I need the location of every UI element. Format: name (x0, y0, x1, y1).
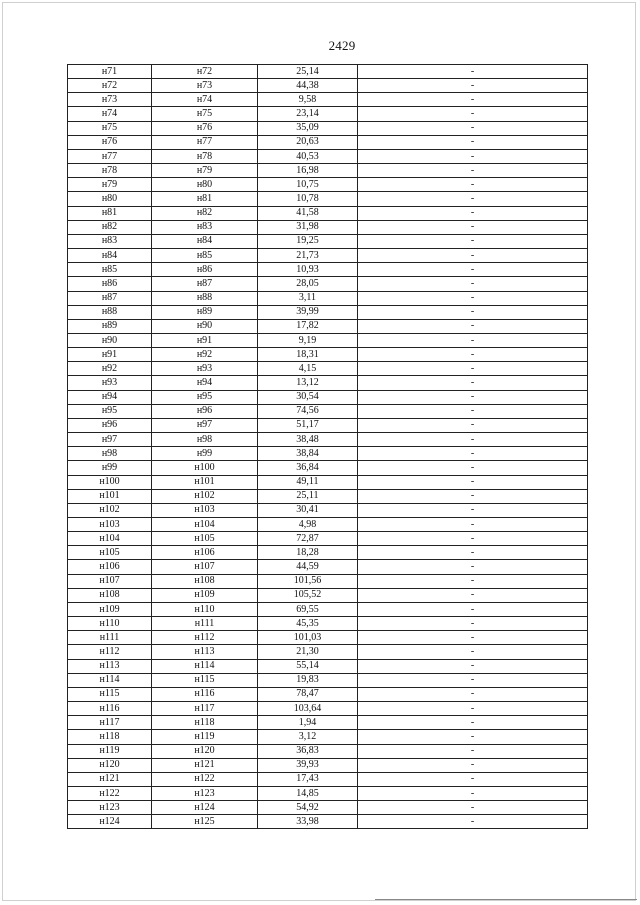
point-from-cell: н92 (68, 362, 152, 376)
point-to-cell: н102 (152, 489, 258, 503)
note-cell: - (358, 617, 588, 631)
length-cell: 30,41 (258, 503, 358, 517)
point-from-cell: н71 (68, 65, 152, 79)
note-cell: - (358, 503, 588, 517)
table-row (68, 503, 588, 517)
point-to-cell: н74 (152, 93, 258, 107)
note-cell: - (358, 574, 588, 588)
note-cell: - (358, 786, 588, 800)
length-cell: 17,43 (258, 772, 358, 786)
table-row (68, 333, 588, 347)
point-to-cell: н108 (152, 574, 258, 588)
note-cell: - (358, 489, 588, 503)
point-to-cell: н112 (152, 631, 258, 645)
point-to-cell: н86 (152, 263, 258, 277)
point-from-cell: н86 (68, 277, 152, 291)
note-cell: - (358, 348, 588, 362)
point-from-cell: н122 (68, 786, 152, 800)
table-row (68, 730, 588, 744)
point-from-cell: н94 (68, 390, 152, 404)
point-from-cell: н117 (68, 716, 152, 730)
point-from-cell: н106 (68, 560, 152, 574)
boundary-segments-table (67, 64, 588, 829)
length-cell: 25,11 (258, 489, 358, 503)
point-from-cell: н115 (68, 687, 152, 701)
length-cell: 39,93 (258, 758, 358, 772)
table-row (68, 277, 588, 291)
point-from-cell: н110 (68, 617, 152, 631)
point-to-cell: н99 (152, 447, 258, 461)
table-row (68, 617, 588, 631)
length-cell: 1,94 (258, 716, 358, 730)
point-from-cell: н101 (68, 489, 152, 503)
note-cell: - (358, 220, 588, 234)
length-cell: 17,82 (258, 319, 358, 333)
note-cell: - (358, 305, 588, 319)
table-row (68, 574, 588, 588)
length-cell: 35,09 (258, 121, 358, 135)
length-cell: 39,99 (258, 305, 358, 319)
table-row (68, 65, 588, 79)
note-cell: - (358, 376, 588, 390)
length-cell: 38,84 (258, 447, 358, 461)
table-row (68, 305, 588, 319)
point-from-cell: н102 (68, 503, 152, 517)
table-row (68, 702, 588, 716)
point-to-cell: н106 (152, 546, 258, 560)
point-from-cell: н124 (68, 815, 152, 829)
point-to-cell: н95 (152, 390, 258, 404)
length-cell: 30,54 (258, 390, 358, 404)
note-cell: - (358, 716, 588, 730)
length-cell: 41,58 (258, 206, 358, 220)
point-to-cell: н78 (152, 149, 258, 163)
length-cell: 74,56 (258, 404, 358, 418)
length-cell: 18,28 (258, 546, 358, 560)
note-cell: - (358, 744, 588, 758)
length-cell: 10,75 (258, 178, 358, 192)
point-to-cell: н88 (152, 291, 258, 305)
point-from-cell: н120 (68, 758, 152, 772)
table-row (68, 121, 588, 135)
length-cell: 36,83 (258, 744, 358, 758)
note-cell: - (358, 433, 588, 447)
page-number: 2429 (328, 38, 356, 53)
point-to-cell: н121 (152, 758, 258, 772)
note-cell: - (358, 687, 588, 701)
point-from-cell: н99 (68, 461, 152, 475)
point-to-cell: н125 (152, 815, 258, 829)
length-cell: 33,98 (258, 815, 358, 829)
table-row (68, 291, 588, 305)
point-to-cell: н124 (152, 801, 258, 815)
point-to-cell: н91 (152, 333, 258, 347)
point-from-cell: н113 (68, 659, 152, 673)
note-cell: - (358, 730, 588, 744)
point-from-cell: н121 (68, 772, 152, 786)
point-from-cell: н112 (68, 645, 152, 659)
point-from-cell: н83 (68, 234, 152, 248)
note-cell: - (358, 418, 588, 432)
length-cell: 13,12 (258, 376, 358, 390)
point-from-cell: н109 (68, 602, 152, 616)
point-from-cell: н90 (68, 333, 152, 347)
table-row (68, 79, 588, 93)
point-from-cell: н104 (68, 532, 152, 546)
table-row (68, 716, 588, 730)
point-to-cell: н110 (152, 602, 258, 616)
point-from-cell: н75 (68, 121, 152, 135)
point-to-cell: н100 (152, 461, 258, 475)
length-cell: 14,85 (258, 786, 358, 800)
point-to-cell: н119 (152, 730, 258, 744)
note-cell: - (358, 164, 588, 178)
point-from-cell: н76 (68, 135, 152, 149)
length-cell: 38,48 (258, 433, 358, 447)
point-from-cell: н95 (68, 404, 152, 418)
point-to-cell: н96 (152, 404, 258, 418)
point-from-cell: н87 (68, 291, 152, 305)
point-from-cell: н84 (68, 249, 152, 263)
length-cell: 78,47 (258, 687, 358, 701)
table-row (68, 178, 588, 192)
point-to-cell: н92 (152, 348, 258, 362)
length-cell: 44,59 (258, 560, 358, 574)
point-from-cell: н88 (68, 305, 152, 319)
note-cell: - (358, 390, 588, 404)
point-from-cell: н100 (68, 475, 152, 489)
point-to-cell: н116 (152, 687, 258, 701)
point-from-cell: н79 (68, 178, 152, 192)
point-to-cell: н85 (152, 249, 258, 263)
table-row (68, 107, 588, 121)
table-row (68, 786, 588, 800)
point-to-cell: н117 (152, 702, 258, 716)
point-to-cell: н83 (152, 220, 258, 234)
note-cell: - (358, 447, 588, 461)
table-row (68, 588, 588, 602)
table-row (68, 631, 588, 645)
point-to-cell: н77 (152, 135, 258, 149)
table-row (68, 206, 588, 220)
length-cell: 105,52 (258, 588, 358, 602)
table-row (68, 673, 588, 687)
point-from-cell: н123 (68, 801, 152, 815)
note-cell: - (358, 333, 588, 347)
point-from-cell: н111 (68, 631, 152, 645)
note-cell: - (358, 815, 588, 829)
table-row (68, 93, 588, 107)
point-from-cell: н91 (68, 348, 152, 362)
point-from-cell: н93 (68, 376, 152, 390)
point-from-cell: н85 (68, 263, 152, 277)
page-bottom-rule (375, 899, 637, 900)
table-row (68, 758, 588, 772)
note-cell: - (358, 65, 588, 79)
note-cell: - (358, 107, 588, 121)
table-row (68, 433, 588, 447)
table-row (68, 447, 588, 461)
point-from-cell: н118 (68, 730, 152, 744)
length-cell: 19,83 (258, 673, 358, 687)
point-from-cell: н97 (68, 433, 152, 447)
table-row (68, 532, 588, 546)
note-cell: - (358, 149, 588, 163)
length-cell: 4,15 (258, 362, 358, 376)
length-cell: 20,63 (258, 135, 358, 149)
point-to-cell: н93 (152, 362, 258, 376)
note-cell: - (358, 758, 588, 772)
note-cell: - (358, 192, 588, 206)
table-row (68, 348, 588, 362)
point-to-cell: н103 (152, 503, 258, 517)
length-cell: 44,38 (258, 79, 358, 93)
note-cell: - (358, 673, 588, 687)
note-cell: - (358, 475, 588, 489)
length-cell: 40,53 (258, 149, 358, 163)
table-row (68, 362, 588, 376)
note-cell: - (358, 404, 588, 418)
point-from-cell: н78 (68, 164, 152, 178)
note-cell: - (358, 588, 588, 602)
table-row (68, 815, 588, 829)
table-row (68, 801, 588, 815)
length-cell: 51,17 (258, 418, 358, 432)
note-cell: - (358, 263, 588, 277)
point-from-cell: н96 (68, 418, 152, 432)
note-cell: - (358, 234, 588, 248)
note-cell: - (358, 461, 588, 475)
note-cell: - (358, 178, 588, 192)
point-from-cell: н72 (68, 79, 152, 93)
note-cell: - (358, 291, 588, 305)
point-to-cell: н101 (152, 475, 258, 489)
point-from-cell: н119 (68, 744, 152, 758)
note-cell: - (358, 135, 588, 149)
point-from-cell: н80 (68, 192, 152, 206)
point-from-cell: н82 (68, 220, 152, 234)
point-to-cell: н90 (152, 319, 258, 333)
table-row (68, 263, 588, 277)
table-row (68, 560, 588, 574)
point-from-cell: н81 (68, 206, 152, 220)
length-cell: 3,11 (258, 291, 358, 305)
length-cell: 10,93 (258, 263, 358, 277)
note-cell: - (358, 602, 588, 616)
length-cell: 9,19 (258, 333, 358, 347)
point-to-cell: н81 (152, 192, 258, 206)
length-cell: 31,98 (258, 220, 358, 234)
table-row (68, 461, 588, 475)
length-cell: 101,03 (258, 631, 358, 645)
segments-table-body (68, 65, 588, 829)
table-row (68, 220, 588, 234)
point-to-cell: н76 (152, 121, 258, 135)
length-cell: 36,84 (258, 461, 358, 475)
note-cell: - (358, 631, 588, 645)
length-cell: 19,25 (258, 234, 358, 248)
length-cell: 49,11 (258, 475, 358, 489)
point-to-cell: н72 (152, 65, 258, 79)
point-to-cell: н107 (152, 560, 258, 574)
point-to-cell: н123 (152, 786, 258, 800)
length-cell: 9,58 (258, 93, 358, 107)
note-cell: - (358, 319, 588, 333)
point-from-cell: н105 (68, 546, 152, 560)
note-cell: - (358, 801, 588, 815)
point-to-cell: н82 (152, 206, 258, 220)
note-cell: - (358, 518, 588, 532)
table-row (68, 249, 588, 263)
table-row (68, 418, 588, 432)
length-cell: 25,14 (258, 65, 358, 79)
note-cell: - (358, 121, 588, 135)
table-row (68, 546, 588, 560)
table-row (68, 687, 588, 701)
point-to-cell: н75 (152, 107, 258, 121)
length-cell: 54,92 (258, 801, 358, 815)
point-to-cell: н89 (152, 305, 258, 319)
point-to-cell: н84 (152, 234, 258, 248)
table-row (68, 772, 588, 786)
point-to-cell: н94 (152, 376, 258, 390)
note-cell: - (358, 659, 588, 673)
point-from-cell: н74 (68, 107, 152, 121)
length-cell: 72,87 (258, 532, 358, 546)
point-to-cell: н118 (152, 716, 258, 730)
length-cell: 21,73 (258, 249, 358, 263)
length-cell: 103,64 (258, 702, 358, 716)
table-row (68, 149, 588, 163)
note-cell: - (358, 702, 588, 716)
length-cell: 21,30 (258, 645, 358, 659)
point-from-cell: н89 (68, 319, 152, 333)
table-row (68, 659, 588, 673)
table-row (68, 390, 588, 404)
table-row (68, 404, 588, 418)
table-row (68, 319, 588, 333)
point-to-cell: н87 (152, 277, 258, 291)
point-to-cell: н104 (152, 518, 258, 532)
point-from-cell: н103 (68, 518, 152, 532)
table-row (68, 234, 588, 248)
length-cell: 101,56 (258, 574, 358, 588)
point-to-cell: н114 (152, 659, 258, 673)
table-row (68, 192, 588, 206)
note-cell: - (358, 79, 588, 93)
point-from-cell: н116 (68, 702, 152, 716)
length-cell: 23,14 (258, 107, 358, 121)
point-to-cell: н111 (152, 617, 258, 631)
point-to-cell: н109 (152, 588, 258, 602)
point-from-cell: н108 (68, 588, 152, 602)
point-to-cell: н120 (152, 744, 258, 758)
length-cell: 4,98 (258, 518, 358, 532)
point-to-cell: н115 (152, 673, 258, 687)
note-cell: - (358, 772, 588, 786)
table-row (68, 518, 588, 532)
point-to-cell: н113 (152, 645, 258, 659)
point-from-cell: н73 (68, 93, 152, 107)
note-cell: - (358, 532, 588, 546)
length-cell: 45,35 (258, 617, 358, 631)
point-to-cell: н80 (152, 178, 258, 192)
point-to-cell: н98 (152, 433, 258, 447)
note-cell: - (358, 546, 588, 560)
table-row (68, 645, 588, 659)
note-cell: - (358, 249, 588, 263)
point-from-cell: н77 (68, 149, 152, 163)
point-to-cell: н122 (152, 772, 258, 786)
length-cell: 10,78 (258, 192, 358, 206)
table-row (68, 135, 588, 149)
length-cell: 28,05 (258, 277, 358, 291)
point-to-cell: н73 (152, 79, 258, 93)
note-cell: - (358, 645, 588, 659)
length-cell: 69,55 (258, 602, 358, 616)
length-cell: 18,31 (258, 348, 358, 362)
point-from-cell: н107 (68, 574, 152, 588)
point-to-cell: н97 (152, 418, 258, 432)
note-cell: - (358, 206, 588, 220)
length-cell: 3,12 (258, 730, 358, 744)
note-cell: - (358, 560, 588, 574)
table-row (68, 489, 588, 503)
length-cell: 55,14 (258, 659, 358, 673)
length-cell: 16,98 (258, 164, 358, 178)
table-row (68, 744, 588, 758)
note-cell: - (358, 362, 588, 376)
note-cell: - (358, 277, 588, 291)
table-row (68, 376, 588, 390)
table-row (68, 164, 588, 178)
point-to-cell: н105 (152, 532, 258, 546)
point-to-cell: н79 (152, 164, 258, 178)
table-row (68, 602, 588, 616)
point-from-cell: н98 (68, 447, 152, 461)
point-from-cell: н114 (68, 673, 152, 687)
table-row (68, 475, 588, 489)
note-cell: - (358, 93, 588, 107)
